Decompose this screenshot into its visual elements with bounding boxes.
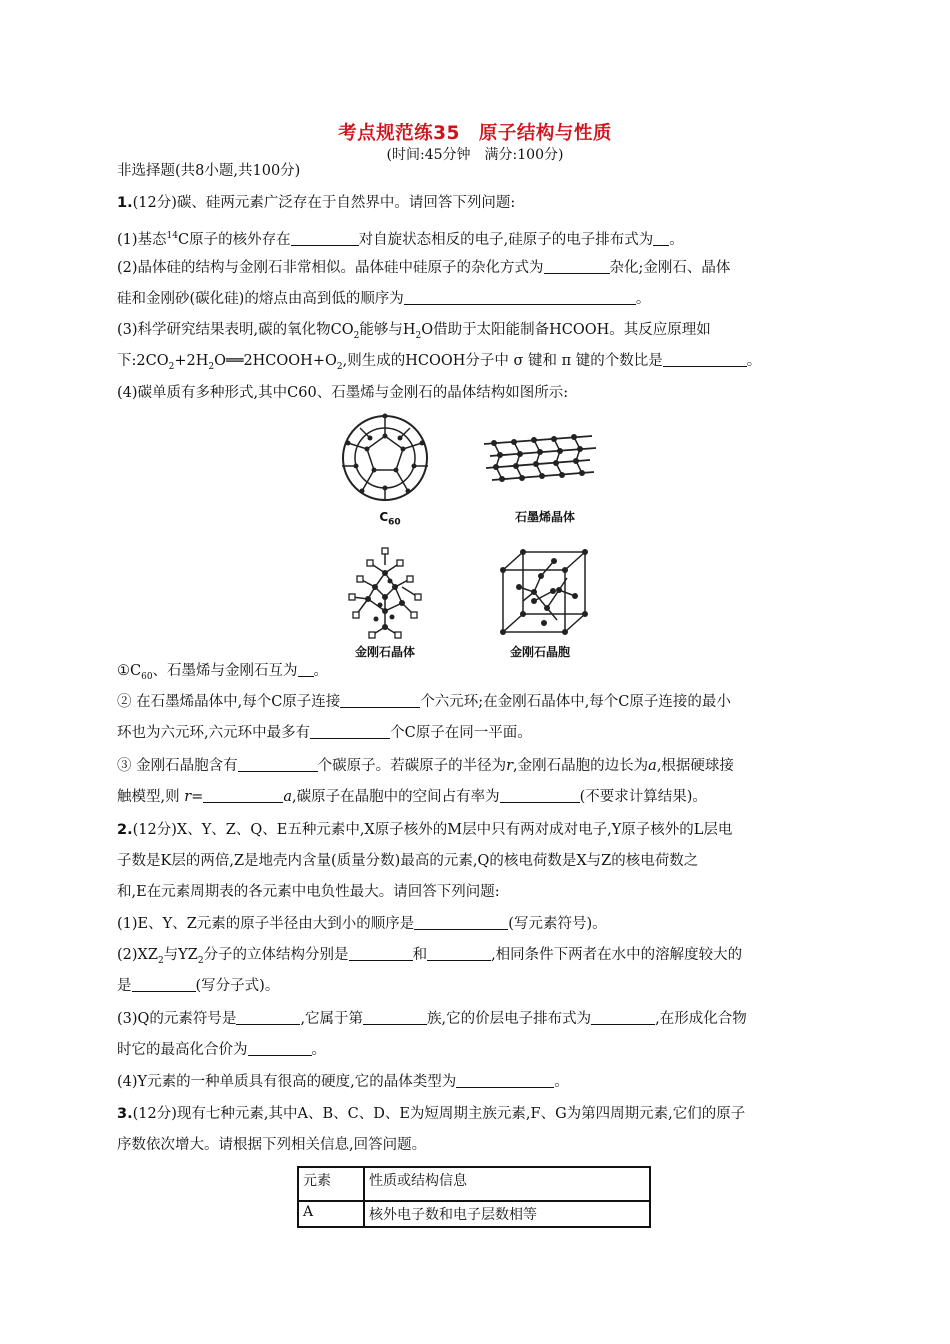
q2-part3-line2: 时它的最高化合价为 。 <box>117 1042 326 1058</box>
answer-blank[interactable] <box>248 1041 312 1056</box>
q1-sub3-line1: ③ 金刚石晶胞含有 个碳原子。若碳原子的半径为r,金刚石晶胞的边长为a,根据硬球接 <box>117 758 734 774</box>
element-info-table <box>297 1166 651 1228</box>
q3-intro-line2: 序数依次增大。请根据下列相关信息,回答问题。 <box>117 1137 427 1153</box>
q1-part1: (1)基态$^{14}$C原子的核外存在 对自旋状态相反的电子,硅原子的电子排布式为 。 <box>117 231 684 248</box>
section-heading: 非选择题(共8小题,共100分) <box>117 163 301 179</box>
diamond-crystal-caption: 金刚石晶体 <box>354 645 415 659</box>
page-subtitle: (时间:45分钟 满分:100分) <box>386 147 564 163</box>
q2-part2-line2: 是 (写分子式)。 <box>117 978 280 994</box>
diamond-cell-caption: 金刚石晶胞 <box>509 645 570 659</box>
answer-blank[interactable] <box>310 724 390 739</box>
answer-blank[interactable] <box>653 231 669 246</box>
q1-sub3-line2: 触模型,则 r= a,碳原子在晶胞中的空间占有率为 (不要求计算结果)。 <box>117 789 707 805</box>
diamond-crystal-figure <box>340 545 430 640</box>
diamond-cell-figure <box>495 548 590 638</box>
q1-part2-line1: (2)晶体硅的结构与金刚石非常相似。晶体硅中硅原子的杂化方式为 杂化;金刚石、晶体 <box>117 260 731 276</box>
answer-blank[interactable] <box>404 290 636 305</box>
table-header-row <box>298 1167 650 1201</box>
q1-sub2-line2: 环也为六元环,六元环中最多有 个C原子在同一平面。 <box>117 725 532 741</box>
q2-intro-line3: 和,E在元素周期表的各元素中电负性最大。请回答下列问题: <box>117 884 500 900</box>
answer-blank[interactable] <box>298 662 314 677</box>
answer-blank[interactable] <box>427 946 491 961</box>
page-title: 考点规范练35 原子结构与性质 <box>338 123 612 144</box>
graphene-figure <box>480 430 600 490</box>
answer-blank[interactable] <box>340 693 420 708</box>
q2-intro-line1: 2.(12分)X、Y、Z、Q、E五种元素中,X原子核外的M层中只有两对成对电子,Y原子核外的L层电 <box>117 822 733 838</box>
table-cell: A <box>298 1201 364 1227</box>
q1-part3-line2: 下$:2CO_2+2H_2O══2HCOOH+O_2$,则生成的HCOOH分子中 σ 键和 π 键的个数比是 。 <box>117 353 762 372</box>
q1-part2-line2: 硅和金刚砂(碳化硅)的熔点由高到低的顺序为 。 <box>117 291 651 307</box>
answer-blank[interactable] <box>456 1073 554 1088</box>
answer-blank[interactable] <box>591 1010 655 1025</box>
graphene-caption: 石墨烯晶体 <box>514 510 575 524</box>
answer-blank[interactable] <box>291 231 359 246</box>
table-header-cell: 元素 <box>298 1167 364 1201</box>
answer-blank[interactable] <box>236 1010 300 1025</box>
c60-caption: $C_{60}$ <box>379 510 401 528</box>
q1-sub2-line1: ② 在石墨烯晶体中,每个C原子连接 个六元环;在金刚石晶体中,每个C原子连接的最小 <box>117 694 731 710</box>
answer-blank[interactable] <box>663 352 747 367</box>
table-row <box>298 1201 650 1227</box>
q2-part3-line1: (3)Q的元素符号是 ,它属于第 族,它的价层电子排布式为 ,在形成化合物 <box>117 1011 747 1027</box>
c60-figure <box>340 408 430 508</box>
answer-blank[interactable] <box>238 757 318 772</box>
answer-blank[interactable] <box>544 259 610 274</box>
table-header-cell: 性质或结构信息 <box>364 1167 650 1201</box>
answer-blank[interactable] <box>349 946 413 961</box>
answer-blank[interactable] <box>500 788 580 803</box>
q2-part2-line1: $(2)XZ_2$与$YZ_2$分子的立体结构分别是 和 ,相同条件下两者在水中的溶解度较大的 <box>117 947 743 966</box>
answer-blank[interactable] <box>132 977 196 992</box>
q2-intro-line2: 子数是K层的两倍,Z是地壳内含量(质量分数)最高的元素,Q的核电荷数是X与Z的核电荷数之 <box>117 853 699 869</box>
q1-sub1: $①C_{60}$、石墨烯与金刚石互为 。 <box>117 663 329 682</box>
q2-part1: (1)E、Y、Z元素的原子半径由大到小的顺序是 (写元素符号)。 <box>117 916 607 932</box>
q1-part4: (4)碳单质有多种形式,其中C60、石墨烯与金刚石的晶体结构如图所示: <box>117 385 569 401</box>
q2-part4: (4)Y元素的一种单质具有很高的硬度,它的晶体类型为 。 <box>117 1074 569 1090</box>
table-cell: 核外电子数和电子层数相等 <box>364 1201 650 1227</box>
q1-intro: 1.(12分)碳、硅两元素广泛存在于自然界中。请回答下列问题: <box>117 195 516 211</box>
answer-blank[interactable] <box>363 1010 427 1025</box>
q1-part3-line1: (3)科学研究结果表明,碳的氧化物$CO_2$能够与$H_2O$借助于太阳能制备HCOOH。其反应原理如 <box>117 322 711 341</box>
q3-intro-line1: 3.(12分)现有七种元素,其中A、B、C、D、E为短周期主族元素,F、G为第四周期元素,它们的原子 <box>117 1106 746 1122</box>
answer-blank[interactable] <box>414 915 508 930</box>
answer-blank[interactable] <box>203 788 283 803</box>
